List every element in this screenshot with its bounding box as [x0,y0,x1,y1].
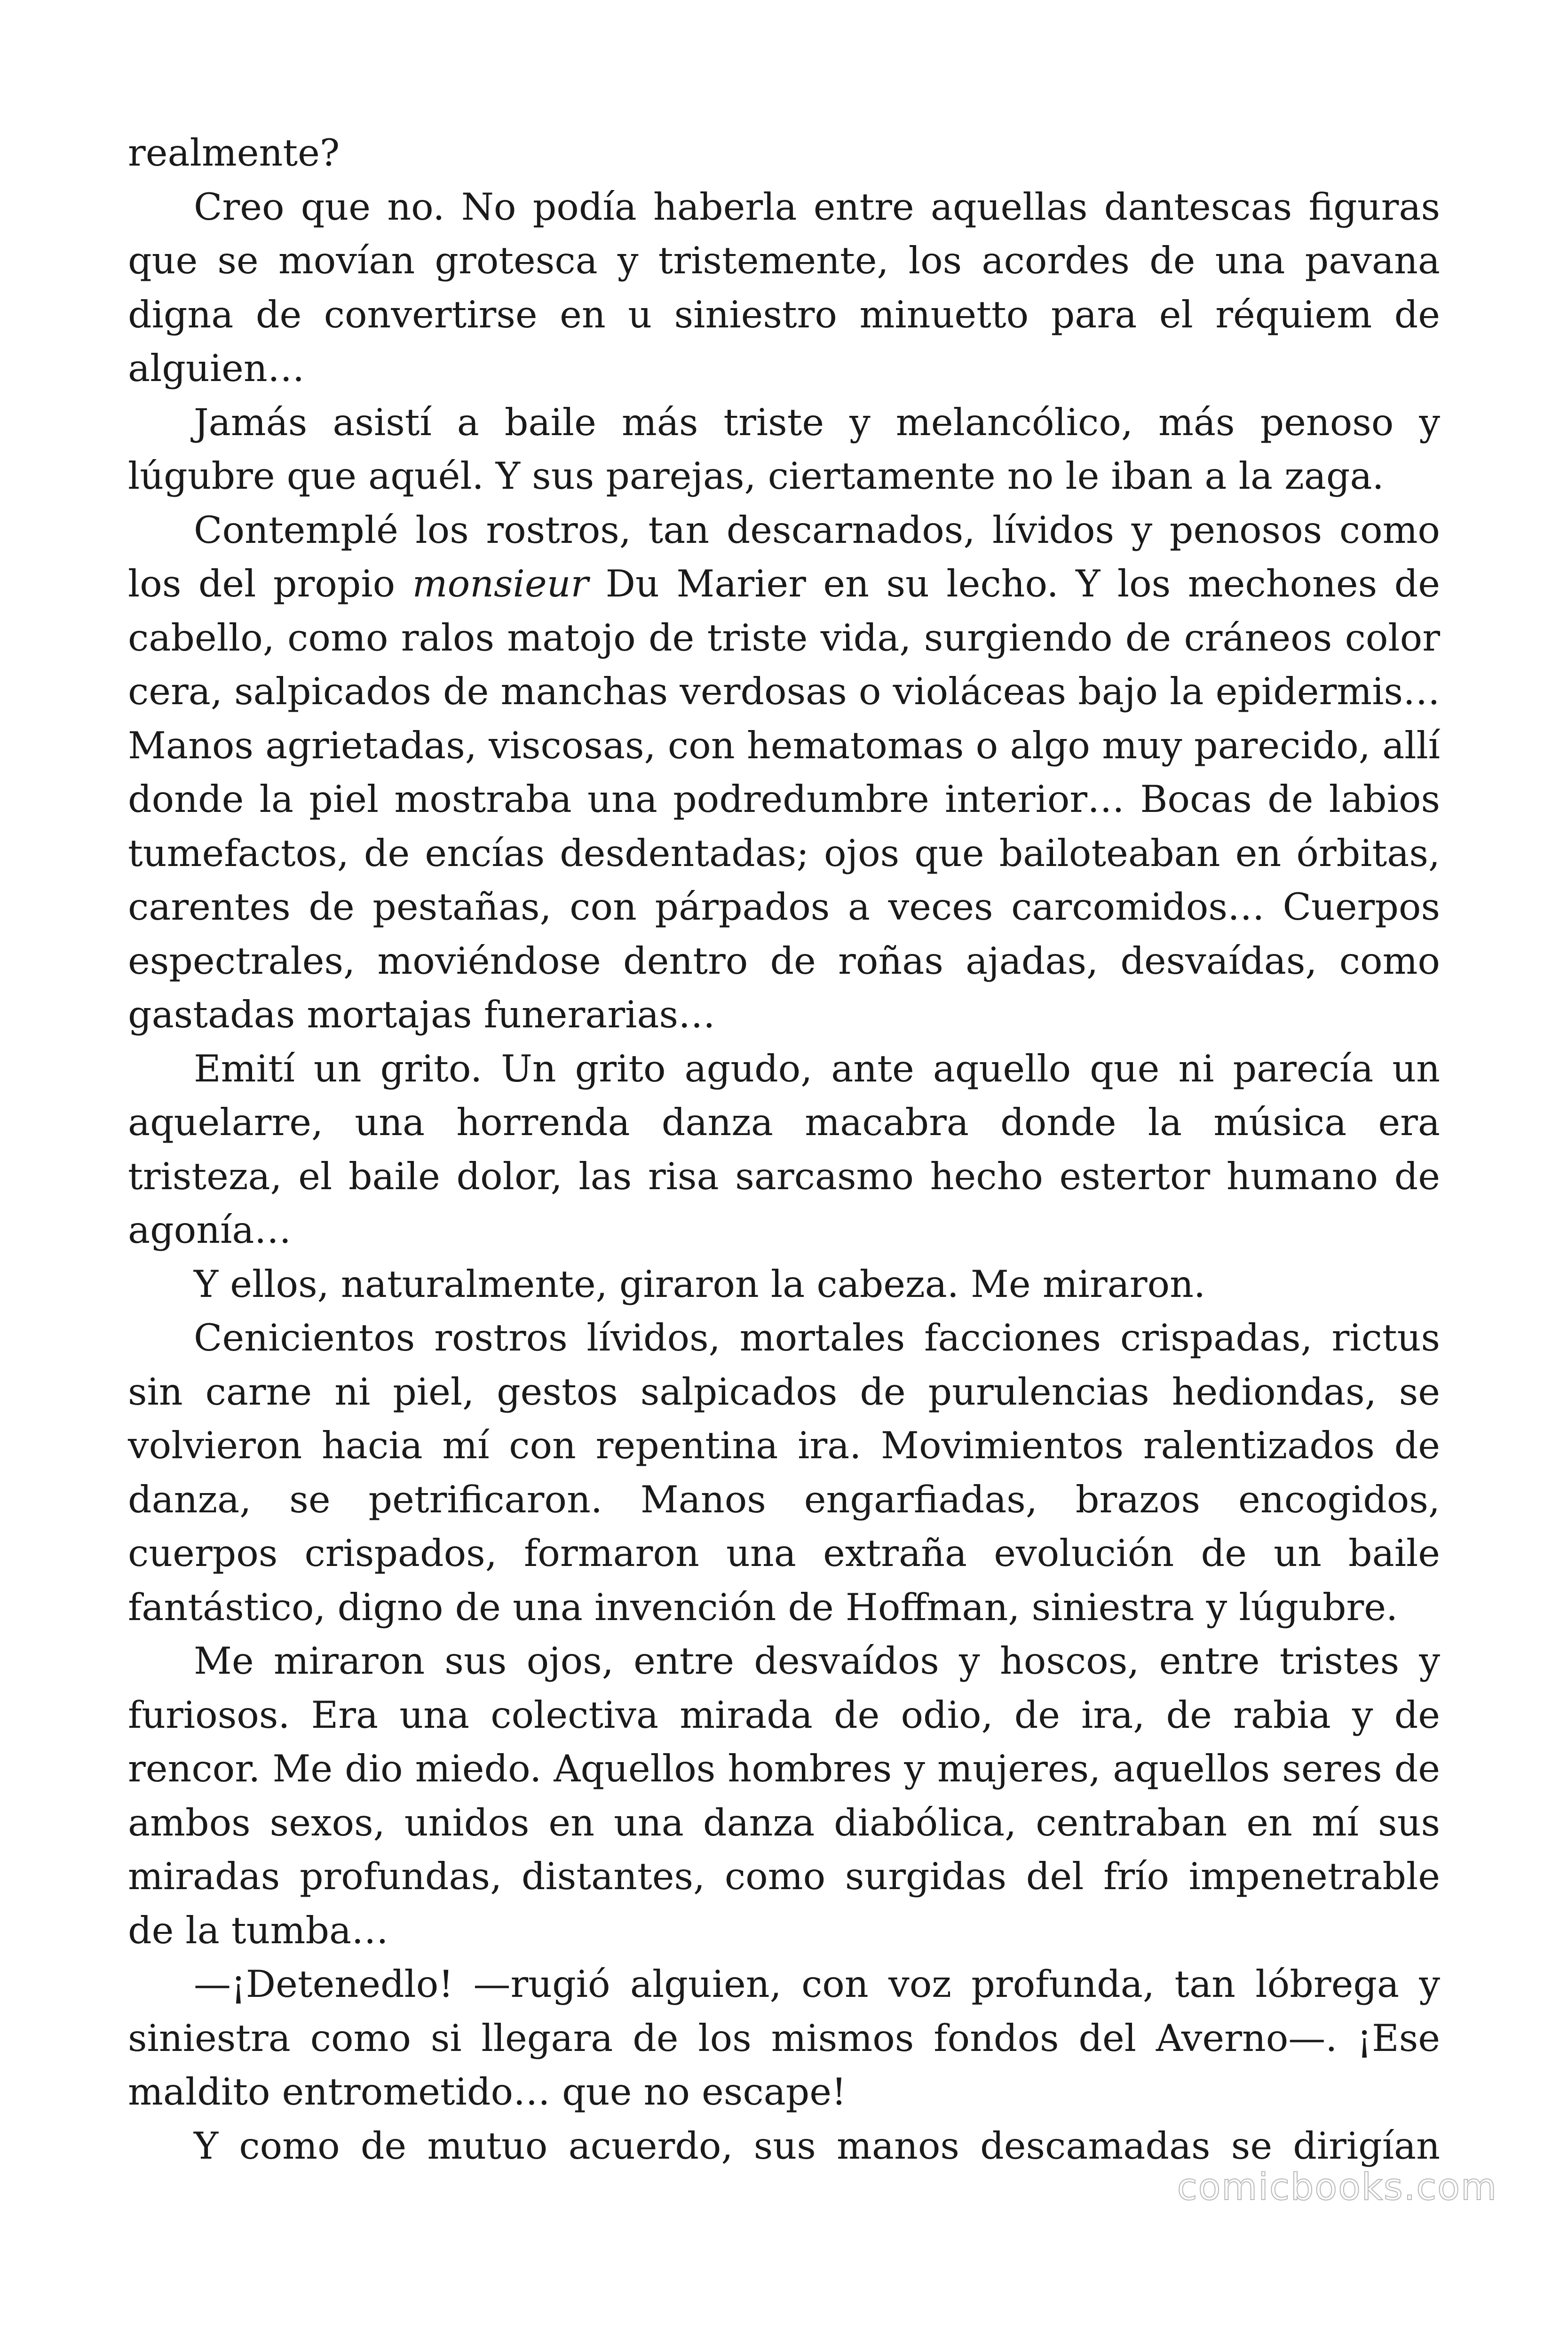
paragraph-1: realmente? [128,131,340,175]
paragraph-2: Creo que no. No podía haberla entre aquellas dantescas figuras que se movían grotesca y tristemente, los acordes de una pavana digna de convertirse en u siniestro minuetto para el réquiem de alguien… [128,185,1440,390]
watermark-logo: comicbooks.com [1177,2166,1497,2209]
paragraph-4-part-1: Contemplé los rostros, tan descarnados, lívidos y penosos como los del propio [128,508,1440,605]
book-page-body [128,126,1440,2173]
paragraph-5: Emití un grito. Un grito agudo, ante aquello que ni parecía un aquelarre, una horrenda danza macabra donde la música era tristeza, el baile dolor, las risa sarcasmo hecho estertor humano de agonía… [128,1047,1440,1252]
paragraph-8: Me miraron sus ojos, entre desvaídos y hoscos, entre tristes y furiosos. Era una colectiva mirada de odio, de ira, de rabia y de rencor. Me dio miedo. Aquellos hombres y mujeres, aquellos seres de ambos sexos, unidos en una danza diabólica, centraban en mí sus miradas profundas, distantes, como surgidas del frío impenetrable de la tumba… [128,1639,1440,1952]
paragraph-10: Y como de mutuo acuerdo, sus manos descamadas se dirigían [194,2124,1440,2168]
paragraph-4 [128,503,1440,1042]
paragraph-4-part-2: Du Marier en su lecho. Y los mechones de cabello, como ralos matojo de triste vida, surgiendo de cráneos color cera, salpicados de manchas verdosas o violáceas bajo la epidermis… Manos agrietadas, viscosas, con hematomas o algo muy parecido, allí donde la piel mostraba una podredumbre interior… Bocas de labios tumefactos, de encías desdentadas; ojos que bailoteaban en órbitas, carentes de pestañas, con párpados a veces carcomidos… Cuerpos espectrales, moviéndose dentro de roñas ajadas, desvaídas, como gastadas mortajas funerarias… [128,562,1441,1036]
paragraph-7: Cenicientos rostros lívidos, mortales facciones crispadas, rictus sin carne ni piel, gestos salpicados de purulencias hediondas, se volvieron hacia mí con repentina ira. Movimientos ralentizados de danza, se petrificaron. Manos engarfiadas, brazos encogidos, cuerpos crispados, formaron una extraña evolución de un baile fantástico, digno de una invención de Hoffman, siniestra y lúgubre. [128,1316,1440,1629]
paragraph-3: Jamás asistí a baile más triste y melancólico, más penoso y lúgubre que aquél. Y sus parejas, ciertamente no le iban a la zaga. [128,400,1440,498]
paragraph-9: —¡Detenedlo! —rugió alguien, con voz profunda, tan lóbrega y siniestra como si llegara de los mismos fondos del Averno—. ¡Ese maldito entrometido… que no escape! [128,1963,1440,2114]
italic-word: monsieur [412,562,589,605]
paragraph-6: Y ellos, naturalmente, giraron la cabeza. Me miraron. [194,1262,1206,1306]
